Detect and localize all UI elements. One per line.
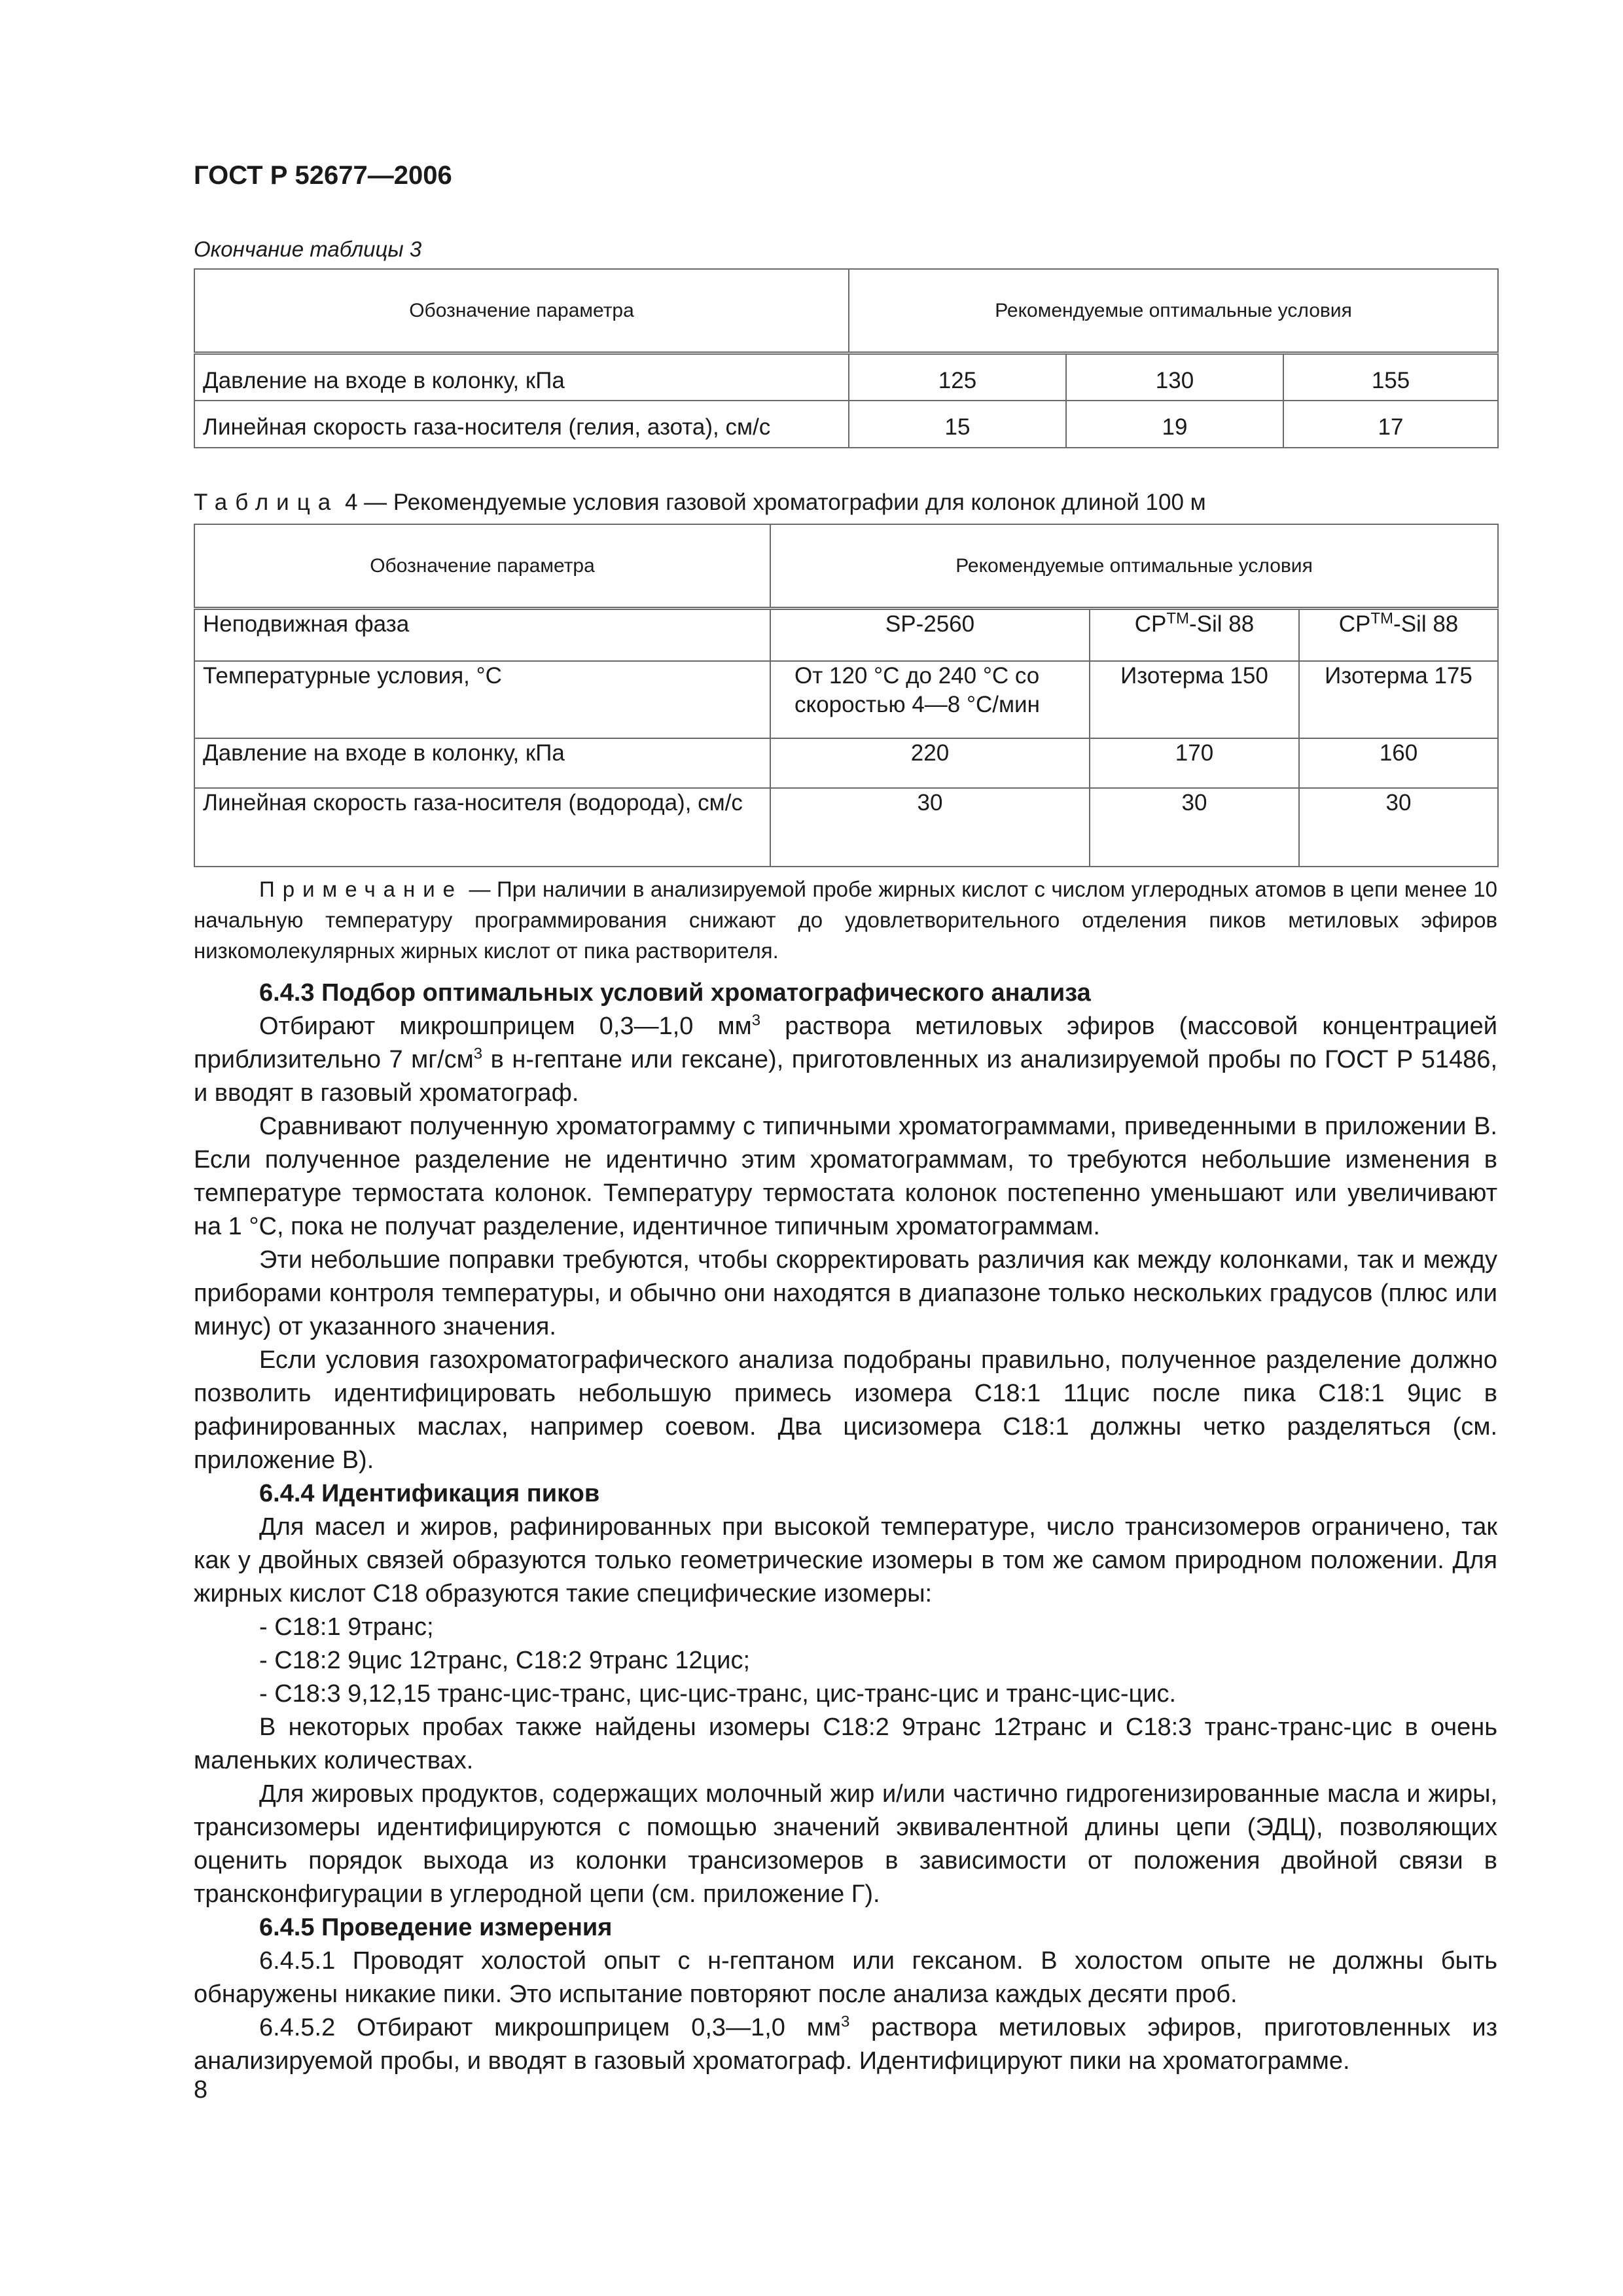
list-item: - С18:1 9транс; xyxy=(259,1613,434,1641)
table-row xyxy=(194,788,1498,867)
table-continuation-label: Окончание таблицы 3 xyxy=(194,237,422,261)
table3-cell: 17 xyxy=(1283,401,1498,448)
table-row xyxy=(194,401,1498,448)
table-4 xyxy=(194,524,1499,867)
main-text xyxy=(194,977,1497,2078)
section-heading-6-4-3: 6.4.3 Подбор оптимальных условий хроматографического анализа xyxy=(259,979,1091,1007)
table4-caption-text: 4 — Рекомендуемые условия газовой хроматографии для колонок длиной 100 м xyxy=(338,490,1206,515)
table-row xyxy=(194,609,1498,661)
table4-cell: SP-2560 xyxy=(770,609,1090,661)
table-row xyxy=(194,353,1498,401)
table4-row-label: Давление на входе в колонку, кПа xyxy=(194,738,770,788)
table-row xyxy=(194,661,1498,738)
table4-cell: Изотерма 150 xyxy=(1090,661,1299,738)
table4-row-label: Температурные условия, °С xyxy=(194,661,770,738)
table4-caption xyxy=(194,490,1206,516)
table3-cell: 130 xyxy=(1066,353,1283,401)
table3-cell: 19 xyxy=(1066,401,1283,448)
table3-cell: 125 xyxy=(849,353,1066,401)
table4-row-label: Линейная скорость газа-носителя (водорода), см/с xyxy=(194,788,770,867)
paragraph: 6.4.5.1 Проводят холостой опыт с н-гептаном или гексаном. В холостом опыте не должны быть обнаружены никакие пики. Это испытание повторяют после анализа каждых десяти проб. xyxy=(194,1947,1497,2008)
table4-header-conditions: Рекомендуемые оптимальные условия xyxy=(770,524,1498,609)
table4-cell: 220 xyxy=(770,738,1090,788)
paragraph: В некоторых пробах также найдены изомеры С18:2 9транс 12транс и С18:3 транс-транс-цис в очень маленьких количествах. xyxy=(194,1713,1497,1774)
paragraph: Сравнивают полученную хроматограмму с типичными хроматограммами, приведенными в приложении В. Если полученное разделение не идентично этим хроматограммам, то требуются небольшие изменения в температуре термостата колонок. Температуру термостата колонок постепенно уменьшают или увеличивают на 1 °С, пока не получат разделение, идентичное типичным хроматограммам. xyxy=(194,1113,1497,1240)
table3-cell: 155 xyxy=(1283,353,1498,401)
table4-cell: 30 xyxy=(1299,788,1498,867)
table4-cell: Изотерма 175 xyxy=(1299,661,1498,738)
table3-header-conditions: Рекомендуемые оптимальные условия xyxy=(849,269,1498,353)
table3-row-label: Линейная скорость газа-носителя (гелия, азота), см/с xyxy=(194,401,849,448)
table3-row-label: Давление на входе в колонку, кПа xyxy=(194,353,849,401)
table4-row-label: Неподвижная фаза xyxy=(194,609,770,661)
paragraph: Эти небольшие поправки требуются, чтобы скорректировать различия как между колонками, так и между приборами контроля температуры, и обычно они находятся в диапазоне только нескольких градусов (плюс или минус) от указанного значения. xyxy=(194,1246,1497,1340)
note-prefix: Примечание xyxy=(259,877,463,901)
paragraph: Если условия газохроматографического анализа подобраны правильно, полученное разделение должно позволить идентифицировать небольшую примесь изомера С18:1 11цис после пика С18:1 9цис в рафинированных маслах, например соевом. Два цисизомера С18:1 должны четко разделяться (см. приложение В). xyxy=(194,1346,1497,1474)
page-number: 8 xyxy=(194,2076,208,2104)
paragraph: 6.4.5.2 Отбирают микрошприцем 0,3—1,0 $мм^3$ раствора метиловых эфиров, приготовленных из анализируемой пробы, и вводят в газовый хроматограф. Идентифицируют пики на хроматограмме. xyxy=(194,2013,1497,2075)
section-heading-6-4-4: 6.4.4 Идентификация пиков xyxy=(259,1480,600,1507)
document-header: ГОСТ Р 52677—2006 xyxy=(194,161,452,190)
table4-cell: 30 xyxy=(770,788,1090,867)
paragraph: Для жировых продуктов, содержащих молочный жир и/или частично гидрогенизированные масла и жиры, трансизомеры идентифицируются с помощью значений эквивалентной длины цепи (ЭДЦ), позволяющих оценить порядок выхода из колонки трансизомеров в зависимости от положения двойной связи в трансконфигурации в углеродной цепи (см. приложение Г). xyxy=(194,1780,1497,1908)
table4-cell: CP™-Sil 88 xyxy=(1090,609,1299,661)
table4-cell: 30 xyxy=(1090,788,1299,867)
table4-cell: 160 xyxy=(1299,738,1498,788)
table4-header-parameter: Обозначение параметра xyxy=(194,524,770,609)
paragraph: Отбирают микрошприцем 0,3—1,0 $мм^3$ раствора метиловых эфиров (массовой концентрацией приблизительно 7 $мг/см^3$ в н-гептане или гексане), приготовленных из анализируемой пробы по ГОСТ Р 51486, и вводят в газовый хроматограф. xyxy=(194,1011,1498,1107)
table3-header-parameter: Обозначение параметра xyxy=(194,269,849,353)
note-text: — При наличии в анализируемой пробе жирных кислот с числом углеродных атомов в цепи менее 10 начальную температуру программирования снижают до удовлетворительного отделения пиков метиловых эфиров низкомолекулярных жирных кислот от пика растворителя. xyxy=(194,877,1497,963)
paragraph: Для масел и жиров, рафинированных при высокой температуре, число трансизомеров ограничено, так как у двойных связей образуются только геометрические изомеры в том же самом природном положении. Для жирных кислот С18 образуются такие специфические изомеры: xyxy=(194,1513,1497,1607)
table4-note xyxy=(194,874,1497,966)
table4-cell: От 120 °С до 240 °С со скоростью 4—8 °С/мин xyxy=(770,661,1090,738)
table4-cell: CP™-Sil 88 xyxy=(1299,609,1498,661)
table-3 xyxy=(194,268,1499,448)
table3-cell: 15 xyxy=(849,401,1066,448)
table4-caption-prefix: Таблица xyxy=(194,490,339,515)
table4-cell: 170 xyxy=(1090,738,1299,788)
list-item: - С18:3 9,12,15 транс-цис-транс, цис-цис-транс, цис-транс-цис и транс-цис-цис. xyxy=(259,1680,1177,1708)
table-row xyxy=(194,738,1498,788)
list-item: - С18:2 9цис 12транс, С18:2 9транс 12цис; xyxy=(259,1647,751,1674)
section-heading-6-4-5: 6.4.5 Проведение измерения xyxy=(259,1914,613,1941)
